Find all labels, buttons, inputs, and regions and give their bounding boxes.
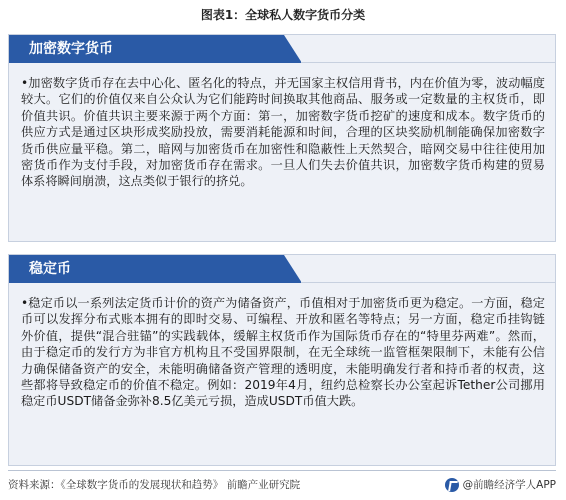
divider (301, 62, 555, 63)
panel-crypto-currency (8, 34, 556, 242)
divider (301, 282, 555, 283)
panel-heading: 加密数字货币 (9, 35, 301, 63)
figure-title: 图表1：全球私人数字货币分类 (200, 8, 366, 22)
panel-heading: 稳定币 (9, 255, 301, 283)
panel-stablecoin (8, 254, 556, 466)
panel-body-text: •稳定币以一系列法定货币计价的资产为储备资产，币值相对于加密货币更为稳定。一方面，稳定币可以发挥分布式账本拥有的即时交易、可编程、开放和匿名等特点；另一方面，稳定币挂钩链外价值，提供“混合驻锚”的实践载体，缓解主权货币作为国际货币存在的“特里芬两难”。然而，由于稳定币的发行方为非官方机构且不受国界限制，在无全球统一监管框架限制下，未能有公信力确保储备资产的安全，未能明确储备资产管理的透明度，未能明确发行者和持币者的权责，这些都将导致稳定币的价值不稳定。例如：2019年4月，纽约总检察长办公室起诉Tether公司挪用稳定币USDT储备金弥补8.5亿美元亏损，造成USDT币值大跌。 (21, 296, 545, 409)
panel-body-text: •加密数字货币存在去中心化、匿名化的特点，并无国家主权信用背书，内在价值为零，波动幅度较大。它们的价值仅来自公众认为它们能跨时间换取其他商品、服务或一定数量的主权货币，即价值共识。价值共识主要来源于两个方面：第一，加密数字货币挖矿的速度和成本。数字货币的供应方式是通过区块形成奖励投放，需要消耗能源和时间，合理的区块奖励机制能确保加密数字货币供应量平稳。第二，暗网与加密货币在加密性和隐蔽性上天然契合，暗网交易中往往使用加密货币作为支付手段，对加密货币存在需求。一旦人们失去价值共识，加密数字货币构建的贸易体系将瞬间崩溃，这点类似于银行的挤兑。 (21, 76, 545, 189)
brand-logo-icon (445, 478, 459, 492)
footer (8, 470, 556, 496)
brand-credit (445, 473, 556, 497)
source-note: 资料来源：《全球数字货币的发展现状和趋势》 前瞻产业研究院 (8, 479, 301, 491)
brand-text: @前瞻经济学人APP (462, 479, 556, 491)
